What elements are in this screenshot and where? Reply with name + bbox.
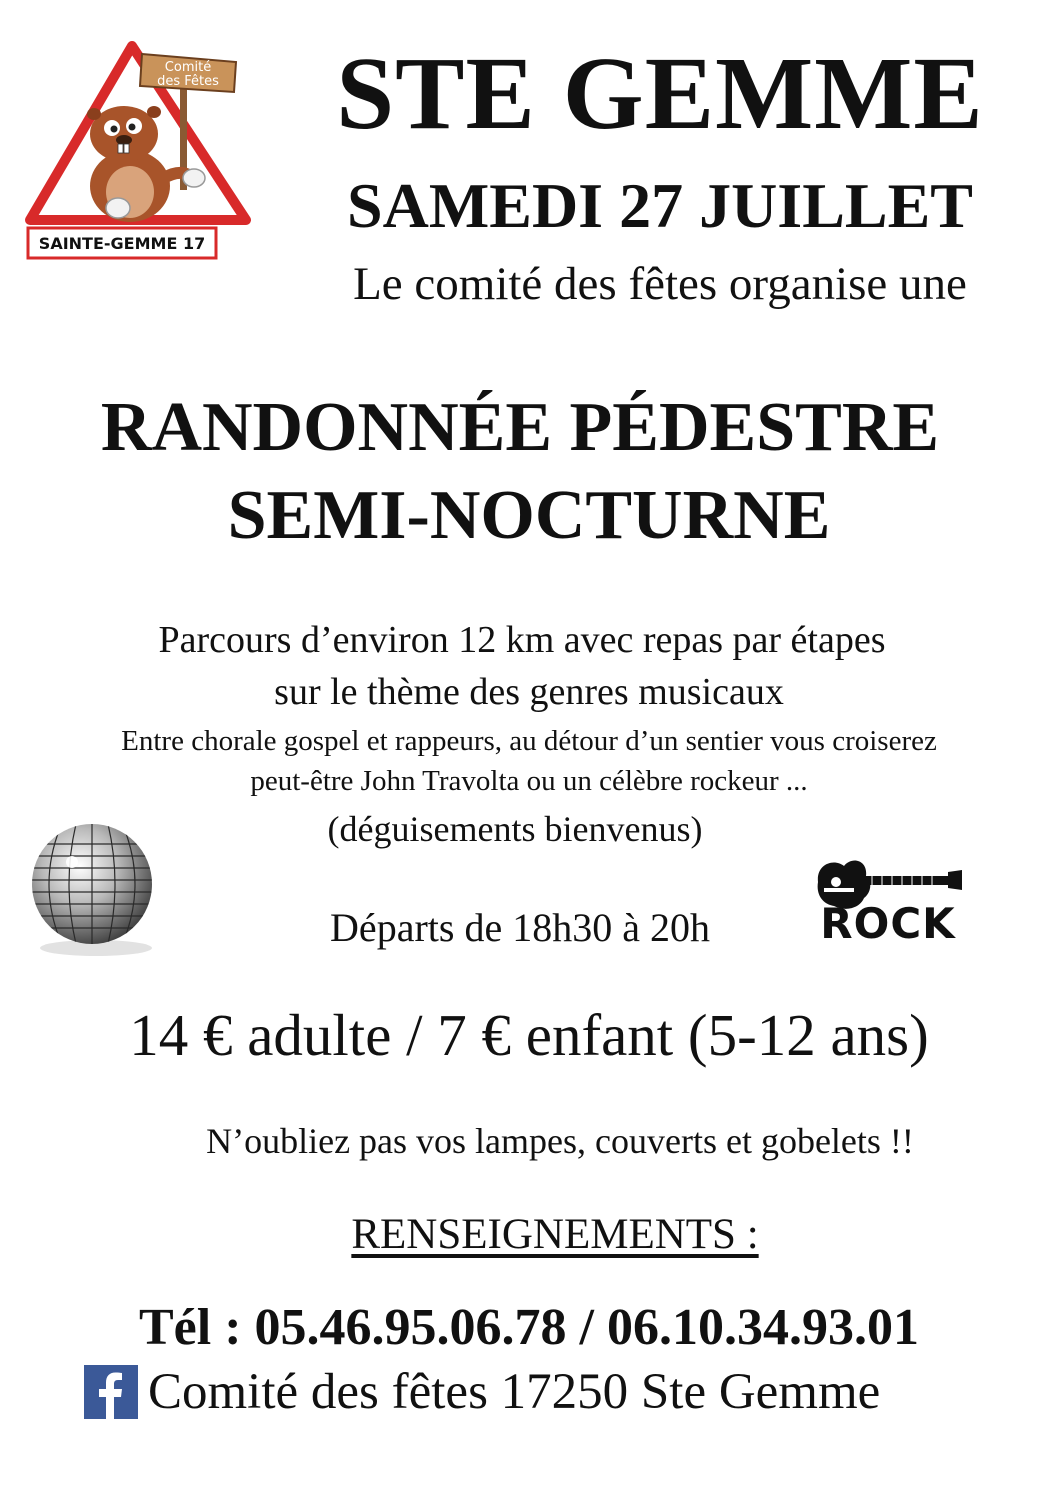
comite-logo: [22, 40, 254, 266]
rock-label: ROCK: [820, 899, 956, 948]
event-title-line-2: SEMI-NOCTURNE: [227, 477, 831, 554]
costume-note: (déguisements bienvenus): [327, 809, 703, 849]
disco-ball-icon: [24, 820, 166, 958]
description-line-1: Parcours d’environ 12 km avec repas par étapes: [158, 619, 886, 661]
price-info: 14 € adulte / 7 € enfant (5-12 ans): [129, 1002, 929, 1068]
page-title: STE GEMME: [336, 36, 984, 151]
phone-numbers: Tél : 05.46.95.06.78 / 06.10.34.93.01: [139, 1299, 919, 1356]
intro-text: Le comité des fêtes organise une: [353, 258, 967, 310]
description-line-3: Entre chorale gospel et rappeurs, au détour d’un sentier vous croiserez: [121, 725, 937, 757]
sign-line-1: Comité: [164, 60, 212, 75]
logo-plate: SAINTE-GEMME 17: [38, 234, 206, 253]
facebook-page-name: Comité des fêtes 17250 Ste Gemme: [148, 1364, 881, 1420]
event-title-line-1: RANDONNÉE PÉDESTRE: [100, 389, 940, 466]
reminder-text: N’oubliez pas vos lampes, couverts et gobelets !!: [206, 1121, 914, 1161]
event-date: SAMEDI 27 JUILLET: [347, 170, 973, 241]
rock-guitar-icon: [812, 852, 964, 948]
facebook-contact: [84, 1360, 1058, 1424]
description-line-4: peut-être John Travolta ou un célèbre rockeur ...: [250, 765, 808, 797]
description-line-2: sur le thème des genres musicaux: [274, 671, 784, 713]
departure-times: Départs de 18h30 à 20h: [330, 905, 710, 950]
info-heading: RENSEIGNEMENTS :: [351, 1211, 759, 1258]
sign-line-2: des Fêtes: [157, 74, 219, 89]
facebook-icon: [84, 1365, 138, 1419]
